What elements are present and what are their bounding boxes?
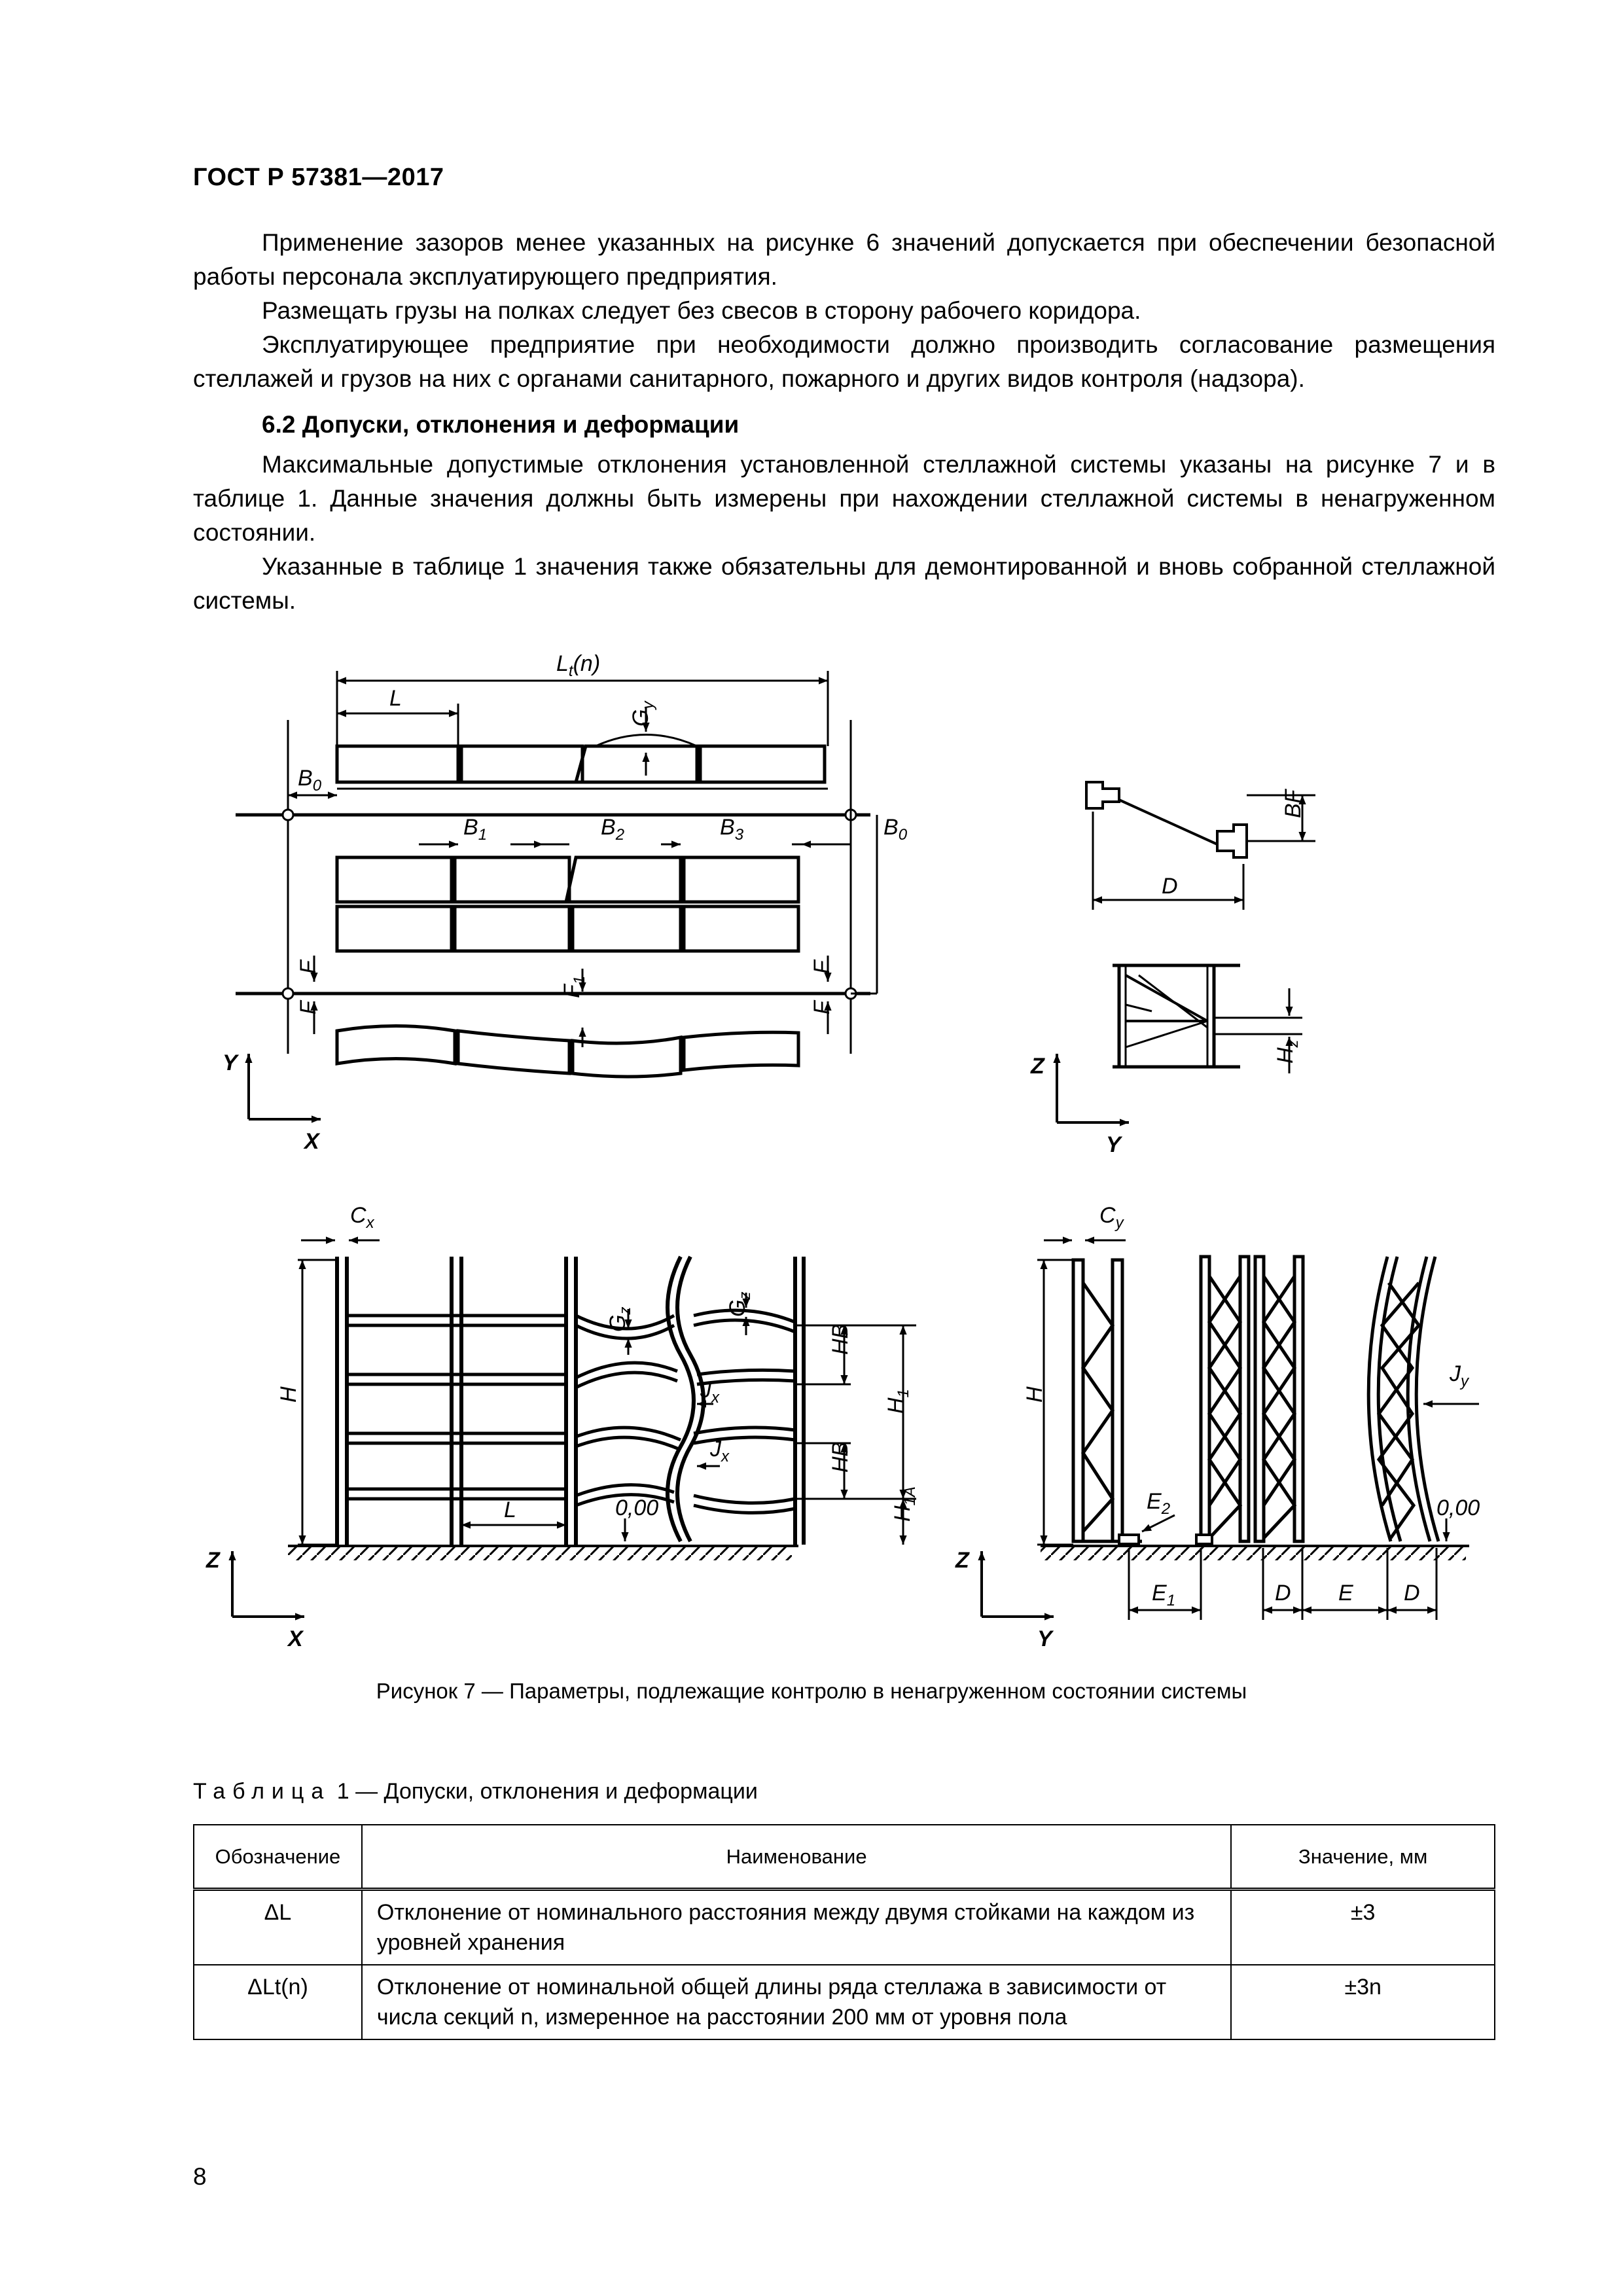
tolerances-table [193,1824,1495,2040]
column-header: Наименование [362,1825,1231,1890]
label-hb-1: HB [828,1323,853,1355]
paragraph: Применение зазоров менее указанных на рисунке 6 значений допускается при обеспечении безопасной работы персонала эксплуатирующего предприятия. [193,229,1495,290]
symbol-cell: ΔLt(n) [194,1965,362,2039]
section-title: 6.2 Допуски, отклонения и деформации [262,411,740,438]
label-d-2: D [1404,1581,1420,1605]
paragraph: Указанные в таблице 1 значения также обязательны для демонтированной и вновь собранной стеллажной системы. [193,553,1495,614]
symbol-cell: ΔL [194,1890,362,1965]
label-d-1: D [1275,1581,1291,1605]
column-header: Значение, мм [1231,1825,1495,1890]
label-cx: $C_x$ [350,1203,374,1232]
label-hb-2: HB [828,1441,853,1473]
label-d-top: D [1162,874,1178,899]
value-cell: ±3 [1231,1890,1495,1965]
label-e1: $E_1$ [1152,1581,1176,1609]
page-number: 8 [193,2163,207,2190]
label-b3: $B_3$ [720,815,744,844]
label-h-front: H [276,1386,301,1403]
label-gz-1: $G_z$ [605,1306,634,1332]
axis-x-bottom-left: X [288,1626,303,1651]
label-h1a: $H_{1A}$ [890,1486,919,1522]
label-b0-left: $B_0$ [298,766,322,795]
label-zero-front: 0,00 [615,1496,659,1520]
label-cy: $C_y$ [1099,1203,1124,1232]
label-gz-2: $G_z$ [725,1291,754,1317]
paragraph: Размещать грузы на полках следует без свесов в сторону рабочего коридора. [262,297,1141,324]
label-e: E [1338,1581,1353,1605]
label-b2: $B_2$ [601,815,625,844]
label-b0-right: $B_0$ [883,815,908,844]
label-f-2: F [296,1001,321,1014]
figure-caption: Рисунок 7 — Параметры, подлежащие контролю в ненагруженном состоянии системы [376,1679,1247,1703]
label-e2: $E_2$ [1147,1489,1171,1518]
table-row [194,1965,1495,2039]
column-header: Обозначение [194,1825,362,1890]
axis-y-top-right: Y [1106,1132,1121,1157]
table-header-row [194,1825,1495,1890]
axis-z-top-right: Z [1031,1054,1044,1079]
name-cell: Отклонение от номинального расстояния между двумя стойками на каждом из уровней хранения [362,1890,1231,1965]
label-bf: BF [1281,789,1306,818]
label-f-3: F [810,960,834,974]
label-zero-side: 0,00 [1436,1496,1480,1520]
label-l-front: L [504,1498,516,1522]
table-title-text: 1 — Допуски, отклонения и деформации [330,1779,758,1804]
label-jx-2: $J_x$ [710,1437,729,1465]
value-cell: ±3n [1231,1965,1495,2039]
axis-z-bottom-right: Z [955,1548,969,1573]
label-f-1: F [296,960,321,974]
label-jx-1: $J_x$ [700,1378,719,1407]
table-title [193,1779,758,1804]
paragraph: Эксплуатирующее предприятие при необходимости должно производить согласование размещения стеллажей и грузов на них с органами санитарного, пожарного и других видов контроля (надзора). [193,331,1495,392]
label-h1: $H_1$ [883,1389,912,1414]
label-lt: $L_t(n)$ [556,651,601,680]
label-gy: $G_y$ [628,701,657,726]
paragraph: Максимальные допустимые отклонения установленной стеллажной системы указаны на рисунке 7 и в таблице 1. Данные значения должны быть измерены при нахождении стеллажной системы в ненагруженном состоянии. [193,451,1495,546]
table-row [194,1890,1495,1965]
axis-z-bottom-left: Z [206,1548,220,1573]
table-title-prefix: Таблица [193,1779,331,1804]
document-code: ГОСТ Р 57381—2017 [193,164,444,191]
label-b1: $B_1$ [463,815,488,844]
axis-x-top-left: X [304,1129,319,1154]
label-h-side: H [1022,1386,1047,1403]
axis-y-top-left: Y [223,1050,238,1075]
axis-y-bottom-right: Y [1037,1626,1052,1651]
label-f1: $F_1$ [560,975,588,998]
label-hz: $H_z$ [1273,1039,1302,1064]
name-cell: Отклонение от номинальной общей длины ряда стеллажа в зависимости от числа секций n, измеренное на расстоянии 200 мм от уровня пола [362,1965,1231,2039]
label-f-4: F [810,1001,834,1014]
label-jy: $J_y$ [1450,1361,1469,1390]
label-l-top: L [389,686,402,711]
